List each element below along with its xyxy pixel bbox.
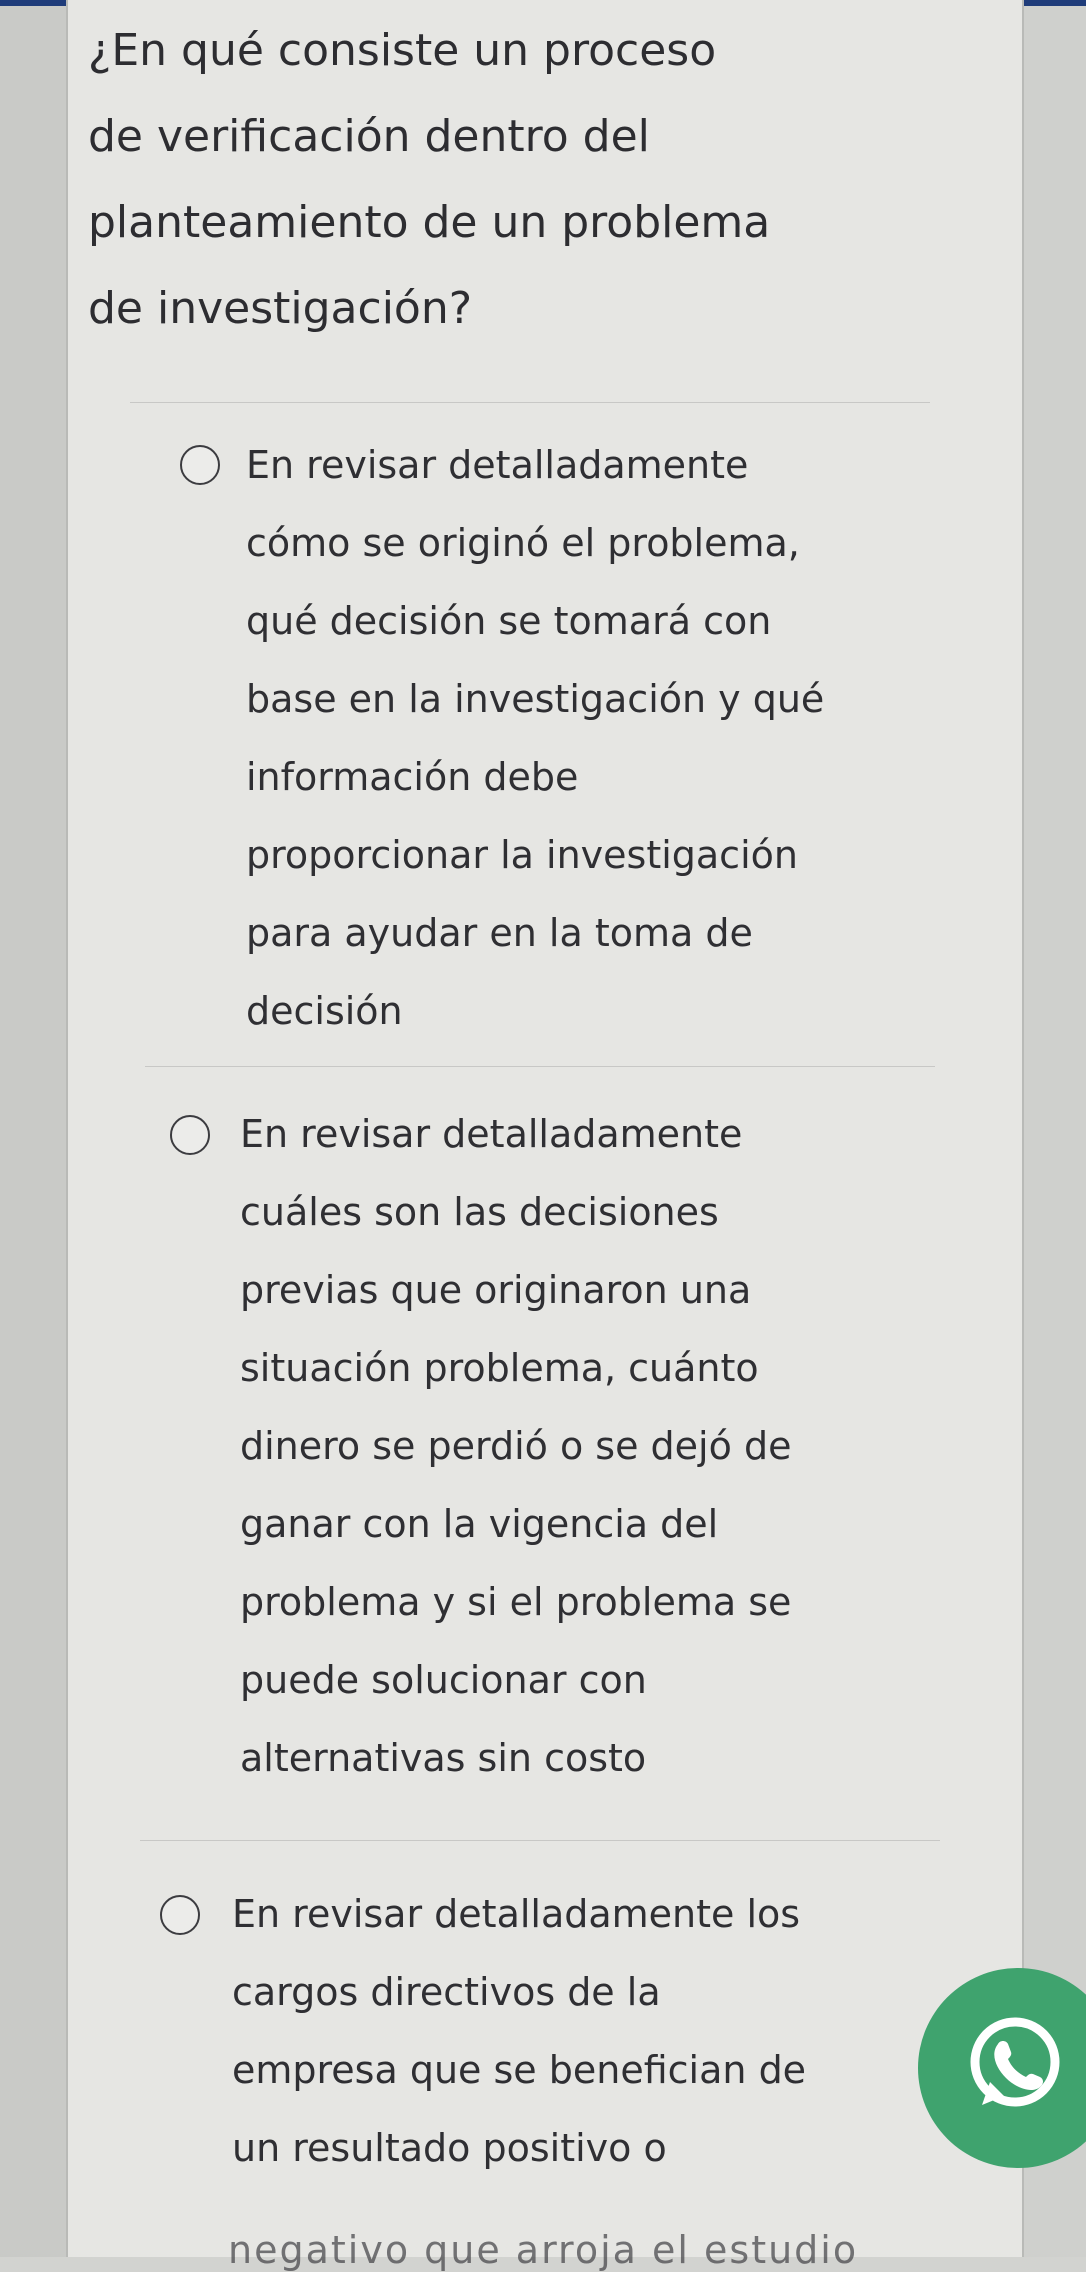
option-line: dinero se perdió o se dejó de bbox=[240, 1424, 792, 1468]
radio-button-option-2[interactable] bbox=[170, 1115, 210, 1155]
option-line: empresa que se benefician de bbox=[232, 2048, 807, 2092]
radio-button-option-1[interactable] bbox=[180, 445, 220, 485]
option-line: En revisar detalladamente bbox=[246, 443, 749, 487]
option-line: situación problema, cuánto bbox=[240, 1346, 759, 1390]
option-line: qué decisión se tomará con bbox=[246, 599, 772, 643]
divider bbox=[140, 1840, 940, 1841]
option-line: En revisar detalladamente bbox=[240, 1112, 743, 1156]
question-line: de investigación? bbox=[88, 283, 473, 334]
question-line: planteamiento de un problema bbox=[88, 197, 771, 248]
option-line: para ayudar en la toma de bbox=[246, 911, 753, 955]
option-line: cargos directivos de la bbox=[232, 1970, 661, 2014]
answer-option-3-cut-line: negativo que arroja el estudio bbox=[228, 2228, 859, 2272]
divider bbox=[145, 1066, 935, 1067]
answer-option-3-text bbox=[232, 1875, 952, 2187]
option-line: un resultado positivo o bbox=[232, 2126, 667, 2170]
option-line: cuáles son las decisiones bbox=[240, 1190, 719, 1234]
option-line: En revisar detalladamente los bbox=[232, 1892, 801, 1936]
option-line: problema y si el problema se bbox=[240, 1580, 792, 1624]
option-line: alternativas sin costo bbox=[240, 1736, 647, 1780]
divider bbox=[130, 402, 930, 403]
option-line: decisión bbox=[246, 989, 403, 1033]
option-line: ganar con la vigencia del bbox=[240, 1502, 719, 1546]
answer-option-2-text bbox=[240, 1095, 940, 1797]
background-left bbox=[0, 0, 70, 2257]
question-line: de verificación dentro del bbox=[88, 111, 650, 162]
question-line: ¿En qué consiste un proceso bbox=[88, 25, 717, 76]
option-line: base en la investigación y qué bbox=[246, 677, 825, 721]
question-text bbox=[88, 8, 908, 352]
option-line: puede solucionar con bbox=[240, 1658, 647, 1702]
option-line: previas que originaron una bbox=[240, 1268, 752, 1312]
option-line: cómo se originó el problema, bbox=[246, 521, 800, 565]
radio-button-option-3[interactable] bbox=[160, 1895, 200, 1935]
answer-option-1-text bbox=[246, 426, 946, 1050]
whatsapp-icon bbox=[960, 2010, 1070, 2120]
option-line: información debe bbox=[246, 755, 579, 799]
option-line: proporcionar la investigación bbox=[246, 833, 798, 877]
background-right bbox=[1020, 0, 1086, 2257]
